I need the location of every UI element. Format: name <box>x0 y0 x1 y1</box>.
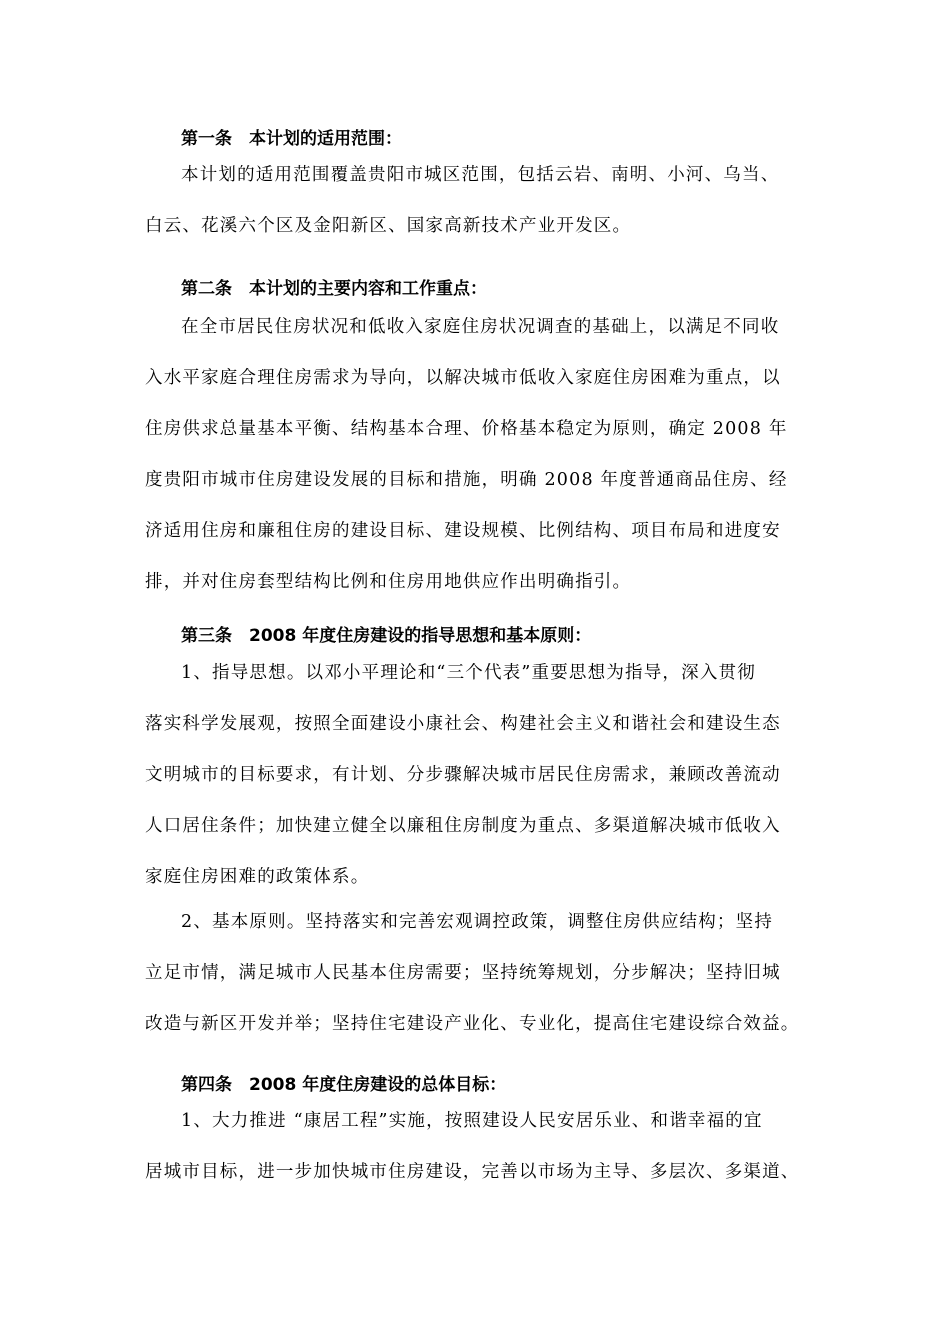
paragraph <box>145 648 825 903</box>
text-line: 家庭住房困难的政策体系。 <box>145 867 370 887</box>
article-heading: 第二条 本计划的主要内容和工作重点： <box>181 279 487 299</box>
text-line: 落实科学发展观，按照全面建设小康社会、构建社会主义和谐社会和建设生态 <box>145 714 781 734</box>
article-4 <box>145 1073 825 1097</box>
paragraph <box>145 897 825 1050</box>
text-line: 排，并对住房套型结构比例和住房用地供应作出明确指引。 <box>145 572 632 592</box>
article-3-body-2 <box>145 897 825 1050</box>
text-line: 文明城市的目标要求，有计划、分步骤解决城市居民住房需求，兼顾改善流动 <box>145 765 781 785</box>
article-heading: 第三条 2008 年度住房建设的指导思想和基本原则： <box>181 626 592 646</box>
article-2 <box>145 277 825 301</box>
text-line: 人口居住条件；加快建立健全以廉租住房制度为重点、多渠道解决城市低收入 <box>145 816 781 836</box>
text-line: 白云、花溪六个区及金阳新区、国家高新技术产业开发区。 <box>145 216 632 236</box>
paragraph <box>145 150 825 252</box>
article-1-body <box>145 150 825 252</box>
paragraph <box>145 1096 825 1198</box>
article-2-body <box>145 302 825 608</box>
text-line: 1、大力推进 “康居工程”实施，按照建设人民安居乐业、和谐幸福的宜 <box>181 1111 763 1131</box>
text-line: 本计划的适用范围覆盖贵阳市城区范围，包括云岩、南明、小河、乌当、 <box>181 165 780 185</box>
article-4-body <box>145 1096 825 1198</box>
text-line: 1、指导思想。以邓小平理论和“三个代表”重要思想为指导，深入贯彻 <box>181 663 756 683</box>
text-line: 2、基本原则。坚持落实和完善宏观调控政策，调整住房供应结构；坚持 <box>181 912 774 932</box>
text-line: 住房供求总量基本平衡、结构基本合理、价格基本稳定为原则，确定 2008 年 <box>145 419 788 439</box>
article-heading: 第一条 本计划的适用范围： <box>181 129 402 149</box>
text-line: 居城市目标，进一步加快城市住房建设，完善以市场为主导、多层次、多渠道、 <box>145 1162 800 1182</box>
text-line: 立足市情，满足城市人民基本住房需要；坚持统筹规划，分步解决；坚持旧城 <box>145 963 781 983</box>
article-1 <box>145 127 825 151</box>
text-line: 在全市居民住房状况和低收入家庭住房状况调查的基础上，以满足不同收 <box>181 317 780 337</box>
article-3-body <box>145 648 825 903</box>
article-3 <box>145 624 825 648</box>
paragraph <box>145 302 825 608</box>
text-line: 改造与新区开发并举；坚持住宅建设产业化、专业化，提高住宅建设综合效益。 <box>145 1014 800 1034</box>
article-heading: 第四条 2008 年度住房建设的总体目标： <box>181 1075 507 1095</box>
text-line: 入水平家庭合理住房需求为导向，以解决城市低收入家庭住房困难为重点，以 <box>145 368 781 388</box>
text-line: 济适用住房和廉租住房的建设目标、建设规模、比例结构、项目布局和进度安 <box>145 521 781 541</box>
text-line: 度贵阳市城市住房建设发展的目标和措施，明确 2008 年度普通商品住房、经 <box>145 470 788 490</box>
